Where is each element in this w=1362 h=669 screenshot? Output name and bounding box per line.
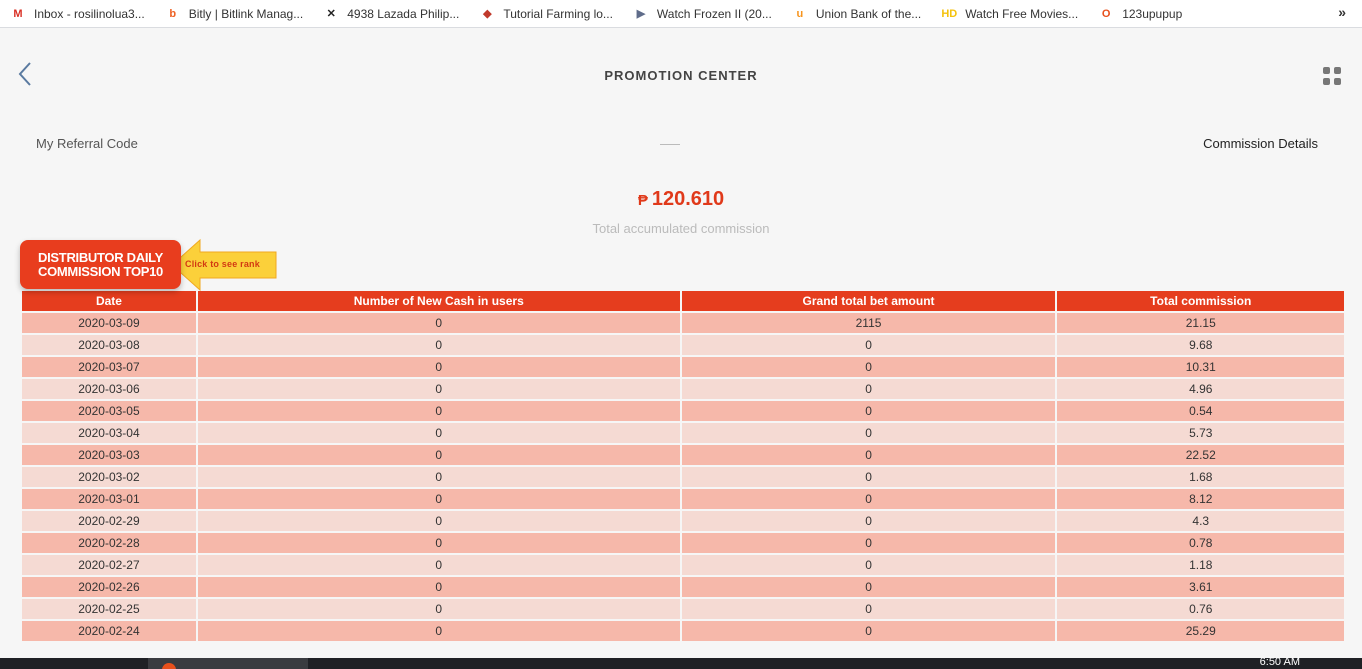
table-cell: 0 (198, 489, 680, 509)
bookmark-label: 123upupup (1122, 6, 1183, 21)
table-cell: 0 (198, 379, 680, 399)
table-cell: 0 (682, 489, 1056, 509)
table-cell: 0 (682, 423, 1056, 443)
bookmark-item[interactable] (1098, 6, 1182, 22)
table-cell: 5.73 (1057, 423, 1344, 443)
badge-line-2: COMMISSION TOP10 (38, 264, 163, 279)
table-cell: 0 (682, 533, 1056, 553)
table-row (22, 313, 1344, 333)
bookmark-item[interactable] (165, 6, 304, 22)
table-cell: 2020-02-27 (22, 555, 196, 575)
table-cell: 2020-02-24 (22, 621, 196, 641)
table-cell: 0.78 (1057, 533, 1344, 553)
table-cell: 2020-03-05 (22, 401, 196, 421)
bookmark-label: Tutorial Farming lo... (503, 6, 613, 21)
table-row (22, 357, 1344, 377)
grid-menu-icon[interactable] (1322, 66, 1342, 86)
table-cell: 4.96 (1057, 379, 1344, 399)
table-cell: 4.3 (1057, 511, 1344, 531)
bookmark-item[interactable] (941, 6, 1078, 22)
table-cell: 25.29 (1057, 621, 1344, 641)
bitly-icon: b (169, 7, 177, 20)
referral-code-value (660, 144, 680, 145)
table-cell: 2020-03-09 (22, 313, 196, 333)
table-cell: 0 (682, 335, 1056, 355)
opera-icon: O (1101, 7, 1111, 20)
column-header: Date (22, 291, 196, 311)
table-row (22, 423, 1344, 443)
page-header (0, 28, 1362, 120)
table-cell: 0 (198, 423, 680, 443)
lazada-icon: ✕ (326, 8, 336, 20)
amount-value: 120.610 (651, 188, 725, 210)
table-cell: 0 (682, 577, 1056, 597)
table-cell: 2020-03-06 (22, 379, 196, 399)
table-cell: 2115 (682, 313, 1056, 333)
table-row (22, 577, 1344, 597)
badge-line-1: DISTRIBUTOR DAILY (38, 250, 163, 265)
bookmark-label: Watch Frozen II (20... (656, 6, 772, 21)
farming-icon: ◆ (483, 8, 492, 20)
table-cell: 2020-03-08 (22, 335, 196, 355)
bookmark-label: Inbox - rosilinolua3... (34, 6, 145, 21)
referral-code-label: My Referral Code (36, 136, 138, 151)
bookmarks-more-button[interactable]: » (1338, 4, 1346, 20)
table-cell: 10.31 (1057, 357, 1344, 377)
table-cell: 0 (682, 621, 1056, 641)
table-cell: 0 (198, 599, 680, 619)
taskbar (0, 658, 1362, 669)
table-header-row (22, 291, 1344, 311)
table-cell: 0 (682, 357, 1056, 377)
column-header: Number of New Cash in users (198, 291, 680, 311)
table-row (22, 511, 1344, 531)
table-cell: 9.68 (1057, 335, 1344, 355)
table-cell: 1.18 (1057, 555, 1344, 575)
column-header: Grand total bet amount (682, 291, 1056, 311)
table-row (22, 599, 1344, 619)
click-to-see-rank-hint[interactable]: Click to see rank (185, 259, 260, 269)
bookmark-label: 4938 Lazada Philip... (347, 6, 460, 21)
bookmark-item[interactable] (10, 6, 145, 22)
table-cell: 0 (198, 313, 680, 333)
gmail-icon: M (13, 7, 23, 20)
table-cell: 2020-03-04 (22, 423, 196, 443)
play-icon: ▶ (636, 8, 646, 20)
table-cell: 0 (198, 335, 680, 355)
total-commission-amount (0, 188, 1362, 211)
table-cell: 0 (198, 533, 680, 553)
table-cell: 3.61 (1057, 577, 1344, 597)
unionbank-icon: u (796, 7, 804, 20)
bookmark-label: Watch Free Movies... (965, 6, 1079, 21)
table-cell: 2020-03-07 (22, 357, 196, 377)
table-cell: 0 (682, 599, 1056, 619)
table-cell: 0.76 (1057, 599, 1344, 619)
page-title: PROMOTION CENTER (604, 68, 758, 83)
table-cell: 2020-03-03 (22, 445, 196, 465)
table-cell: 0 (198, 357, 680, 377)
hd-icon: HD (941, 7, 958, 20)
commission-table (20, 289, 1346, 643)
table-cell: 0 (198, 555, 680, 575)
table-cell: 0 (682, 379, 1056, 399)
table-row (22, 555, 1344, 575)
bookmarks-bar (0, 0, 1362, 28)
table-row (22, 379, 1344, 399)
bookmark-item[interactable] (792, 6, 921, 22)
table-cell: 0 (198, 511, 680, 531)
table-cell: 0 (198, 577, 680, 597)
table-cell: 2020-03-02 (22, 467, 196, 487)
table-cell: 1.68 (1057, 467, 1344, 487)
bookmark-item[interactable] (479, 6, 613, 22)
table-cell: 2020-02-26 (22, 577, 196, 597)
table-cell: 2020-02-25 (22, 599, 196, 619)
table-row (22, 445, 1344, 465)
table-cell: 0 (198, 621, 680, 641)
column-header: Total commission (1057, 291, 1344, 311)
bookmark-item[interactable] (323, 6, 459, 22)
table-row (22, 533, 1344, 553)
table-cell: 21.15 (1057, 313, 1344, 333)
table-cell: 0.54 (1057, 401, 1344, 421)
table-cell: 0 (682, 511, 1056, 531)
bookmark-item[interactable] (633, 6, 772, 22)
commission-details-link[interactable]: Commission Details (1203, 136, 1318, 151)
table-cell: 8.12 (1057, 489, 1344, 509)
table-cell: 2020-02-28 (22, 533, 196, 553)
bookmark-label: Bitly | Bitlink Manag... (188, 6, 304, 21)
table-cell: 0 (682, 467, 1056, 487)
table-row (22, 467, 1344, 487)
bookmark-label: Union Bank of the... (815, 6, 922, 21)
distributor-top10-badge[interactable] (20, 240, 181, 289)
total-commission-label: Total accumulated commission (592, 221, 770, 236)
table-row (22, 401, 1344, 421)
currency-symbol: ₱ (637, 192, 648, 209)
table-cell: 0 (682, 401, 1056, 421)
table-cell: 0 (198, 401, 680, 421)
table-cell: 2020-02-29 (22, 511, 196, 531)
taskbar-clock: 6:50 AM (1259, 656, 1300, 668)
table-cell: 2020-03-01 (22, 489, 196, 509)
table-cell: 0 (682, 555, 1056, 575)
table-row (22, 335, 1344, 355)
table-row (22, 489, 1344, 509)
referral-row (0, 136, 1362, 152)
table-cell: 0 (198, 445, 680, 465)
table-row (22, 621, 1344, 641)
table-cell: 22.52 (1057, 445, 1344, 465)
table-cell: 0 (198, 467, 680, 487)
table-cell: 0 (682, 445, 1056, 465)
